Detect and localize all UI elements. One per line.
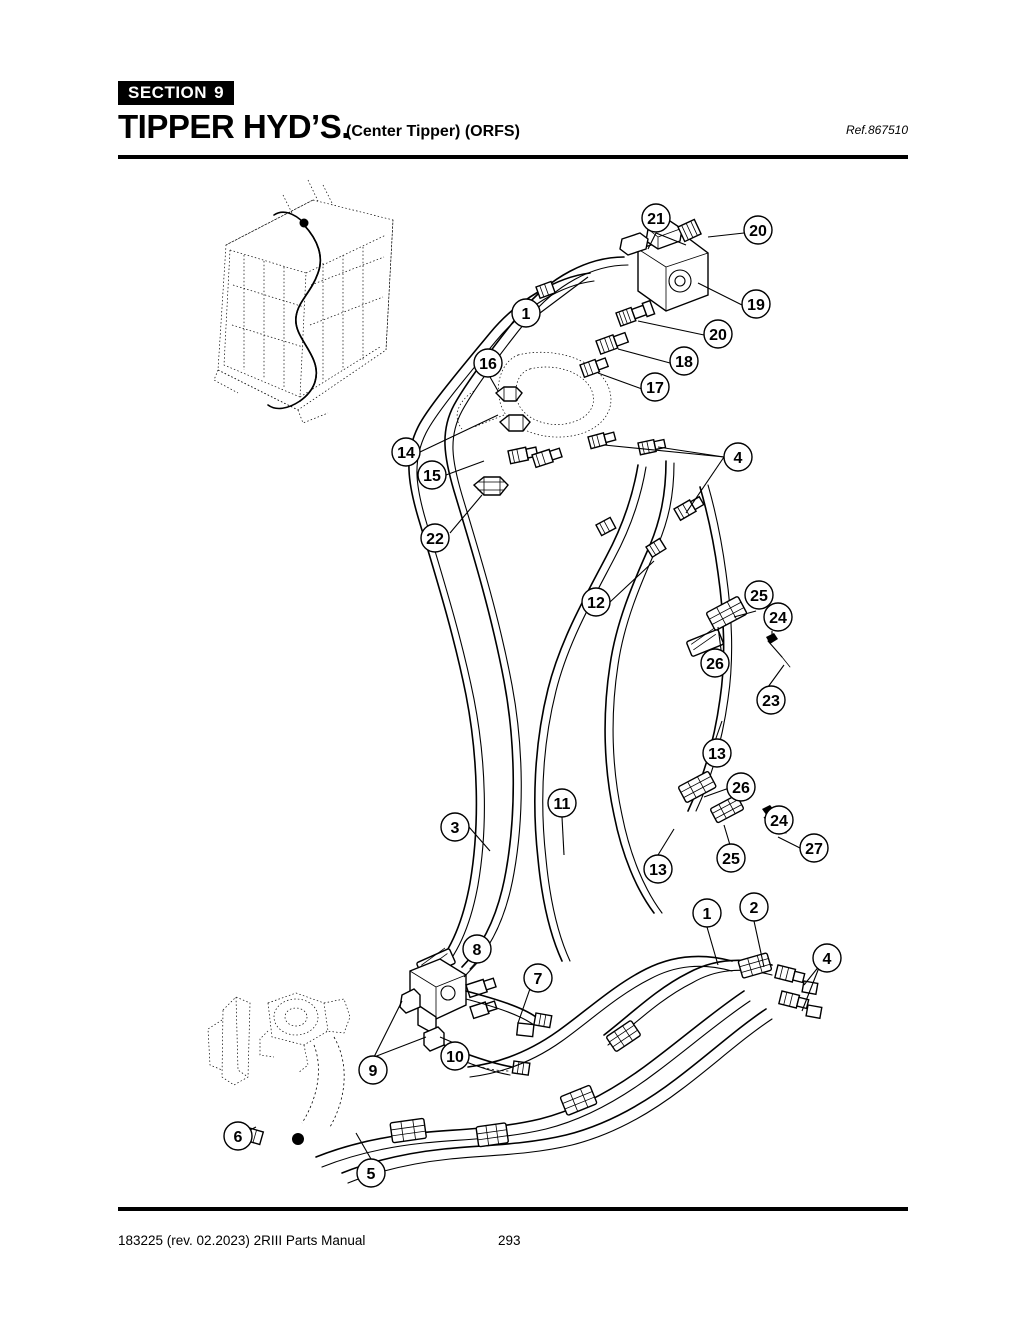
section-number: 9 [214,83,225,102]
callout-2 [740,893,768,921]
callout-8 [463,935,491,963]
callout-11 [548,789,576,817]
svg-text:15: 15 [423,468,441,485]
callout-27 [800,834,828,862]
callout-20-a [744,216,772,244]
svg-text:26: 26 [732,780,750,797]
figure-container [118,165,908,1200]
callout-15 [418,461,446,489]
pump-ghost [208,993,350,1085]
callout-9 [359,1056,387,1084]
callout-1-a [512,299,540,327]
callout-1-b [693,899,721,927]
svg-text:17: 17 [646,380,664,397]
dump-body-ghost [214,180,393,423]
svg-text:19: 19 [747,297,765,314]
callout-5 [357,1159,385,1187]
svg-text:24: 24 [770,813,788,830]
callout-14 [392,438,420,466]
header-divider [118,155,908,159]
svg-text:5: 5 [366,1166,376,1183]
svg-text:9: 9 [368,1063,378,1080]
svg-text:25: 25 [722,851,740,868]
callout-19 [742,290,770,318]
callout-24-a [764,603,792,631]
callout-12 [582,588,610,616]
nut-fittings [474,387,538,495]
leader-lines [248,233,820,1159]
callout-25-b [717,844,745,872]
svg-text:26: 26 [706,656,724,673]
svg-text:8: 8 [472,942,482,959]
section-label: SECTION [128,83,208,102]
svg-text:16: 16 [479,356,497,373]
footer-document-info: 183225 (rev. 02.2023) 2RIII Parts Manual [118,1233,366,1248]
svg-text:14: 14 [397,445,415,462]
title-row [118,108,908,148]
svg-text:1: 1 [702,906,712,923]
callout-4-b [813,944,841,972]
page-title: TIPPER HYD’S. [118,108,350,145]
svg-text:4: 4 [733,450,743,467]
callout-7 [524,964,552,992]
svg-text:3: 3 [450,820,460,837]
callout-24-b [765,806,793,834]
callout-3 [441,813,469,841]
callout-16 [474,349,502,377]
callout-26-b [727,773,755,801]
reference-number: Ref.867510 [845,123,908,137]
svg-text:23: 23 [762,693,780,710]
svg-text:20: 20 [709,327,727,344]
mid-fittings [532,430,705,557]
svg-text:1: 1 [521,306,531,323]
svg-text:20: 20 [749,223,767,240]
callout-4-a [724,443,752,471]
svg-text:21: 21 [647,211,665,228]
svg-text:18: 18 [675,354,693,371]
section-tag [118,81,234,105]
svg-text:11: 11 [553,796,571,813]
callout-20-b [704,320,732,348]
page-subtitle: (Center Tipper) (ORFS) [346,123,520,140]
footer-page-number: 293 [498,1233,521,1248]
callout-13-b [644,855,672,883]
footer-divider [118,1207,908,1211]
callout-6 [224,1122,252,1150]
callout-13-a [703,739,731,767]
svg-text:12: 12 [587,595,605,612]
callout-17 [641,373,669,401]
svg-text:25: 25 [750,588,768,605]
tipper-hydraulics-diagram [118,165,908,1200]
callout-22 [421,524,449,552]
svg-text:6: 6 [233,1129,243,1146]
svg-text:2: 2 [749,900,759,917]
svg-text:27: 27 [805,841,823,858]
svg-text:13: 13 [708,746,726,763]
callout-bubbles [224,204,841,1187]
svg-text:24: 24 [769,610,787,627]
svg-text:22: 22 [426,531,444,548]
callout-23 [757,686,785,714]
svg-text:13: 13 [649,862,667,879]
svg-text:10: 10 [446,1049,464,1066]
svg-text:4: 4 [822,951,832,968]
callout-26-a [701,649,729,677]
callout-10 [441,1042,469,1070]
svg-text:7: 7 [533,971,543,988]
callout-21 [642,204,670,232]
callout-18 [670,347,698,375]
callout-25-a [745,581,773,609]
